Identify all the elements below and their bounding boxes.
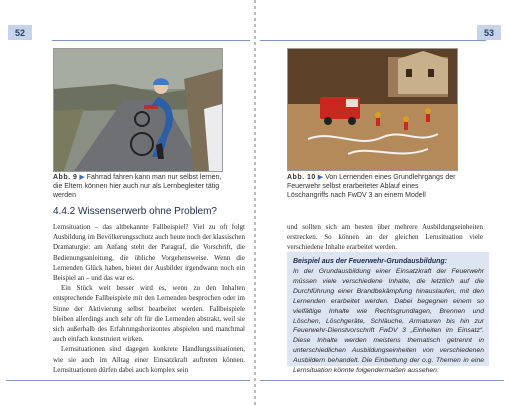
header-rule — [260, 40, 486, 41]
paragraph: Lernsituation – das altbekannte Fallbeispiel? Viel zu oft folgt Ausbildung im Bevölkerungsschutz auch heute noch der klassischen Dramaturgie: am Anfang steht der Paragraf, die Vorschrift, die Bedienungsanleitung, die übliche Vorgehensweise. Wenn die Lernenden Glück haben, bietet der Ausbilder irgendwann noch ein Beispiel an – und das war es. — [53, 223, 245, 283]
toy-fire-truck-scene-icon — [288, 49, 457, 170]
example-box-title: Beispiel aus der Feuerwehr-Grundausbildung: — [293, 258, 448, 265]
footer-rule — [6, 380, 250, 381]
photo-fire-truck-model — [287, 48, 458, 171]
paragraph: Lernsituationen sind dagegen konkrete Handlungssituationen, wie sie auch im Alltag einer Einsatzkraft auftreten können. Lernsituationen dürfen dabei auch komplex sein — [53, 345, 245, 374]
paragraph: Ein Stück weit besser wird es, wenn zu den Inhalten entsprechende Fallbeispiele mit den Lernenden besprochen oder im Sinne der Aktivierung selbst bearbeitet werden. Fallbeispiele bleiben allerdings auch sehr oft für die Lernenden abstrakt, weil sie sich außerhalb des Erfahrungshorizontes abspielen und manchmal auch einfach konstruiert wirken. — [53, 284, 245, 344]
paragraph: und sollten sich am besten über mehrere Ausbildungseinheiten erstrecken. So können an der gleichen Lernsituation viele verschiedene Inhalte erarbeitet werden. — [287, 223, 483, 252]
example-box — [287, 252, 489, 375]
example-box-text: In der Grundausbildung einer Einsatzkraft der Feuerwehr müssen viele verschiedene Inhalte, die letztlich auf die Durchführung einer Brandbekämpfung hinauslaufen, mit den Lernenden erarbeitet werden. Dabei begegnen einem so vielfältige Inhalte wie Rechtsgrundlagen, Brennen und Löschen, Löschgeräte, Schläuche, Armaturen bis hin zur Feuerwehr-Dienstvorschrift FwDV 3 „Einheiten im Einsatz“. Diese Inhalte werden meistens thematisch getrennt in unterschiedlichen Ausbildungseinheiten von verschiedenen Ausbildern behandelt. Die Einbettung der o.g. Themen in eine Lernsituation könnte folgendermaßen aussehen: — [293, 268, 484, 375]
section-heading: 4.4.2 Wissenserwerb ohne Problem? — [53, 206, 217, 217]
right-page — [256, 0, 510, 405]
body-text — [287, 222, 483, 253]
child-on-bicycle-icon — [54, 49, 222, 171]
caption-label: Abb. 10 — [287, 174, 316, 181]
left-page — [0, 0, 254, 405]
page-number: 52 — [8, 25, 32, 40]
footer-rule — [260, 380, 504, 381]
page-number: 53 — [477, 25, 501, 40]
caption-label: Abb. 9 — [53, 174, 78, 181]
caption-arrow-icon: ▶ — [317, 174, 324, 181]
caption-arrow-icon: ▶ — [79, 174, 85, 181]
header-rule — [52, 40, 250, 41]
caption-text: Von Lernenden eines Grundlehrgangs der Feuerwehr selbst erarbeiteter Ablauf eines Löschangriffs nach FwDV 3 an einem Modell — [287, 174, 456, 199]
body-text — [53, 222, 245, 375]
caption-text: Fahrrad fahren kann man nur selbst lernen, die Eltern können hier auch nur als Lernbegleiter tätig werden — [53, 174, 222, 199]
photo-child-bicycle — [53, 48, 223, 172]
figure-caption — [53, 173, 225, 200]
figure-caption — [287, 173, 459, 200]
